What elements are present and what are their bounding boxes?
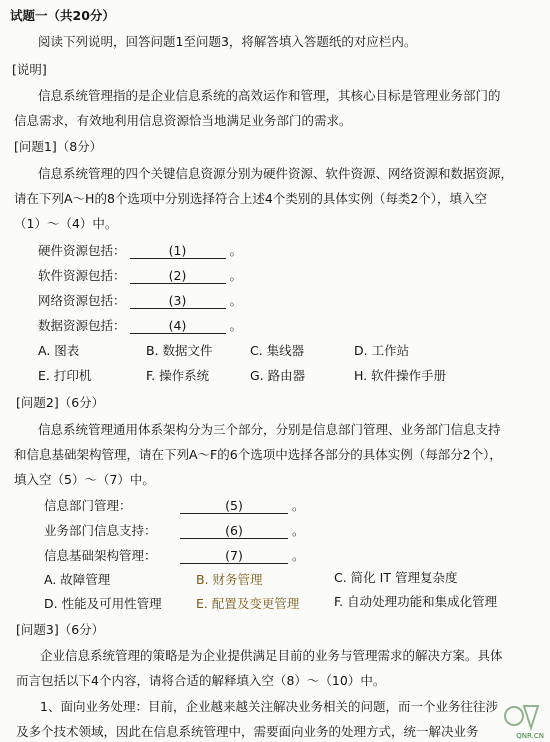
q2-line-3: 填入空（5）～（7）中。 bbox=[14, 472, 155, 487]
q2-option: F. 自动处理功能和集成化管理 bbox=[334, 594, 498, 609]
question-title: 试题一（共20分） bbox=[10, 8, 115, 23]
q1-line-3: （1）～（4）中。 bbox=[14, 216, 118, 231]
q2-option: E. 配置及变更管理 bbox=[196, 596, 300, 611]
q1-line-1: 信息系统管理的四个关键信息资源分别为硬件资源、软件资源、网络资源和数据资源， bbox=[38, 166, 514, 181]
fill-label: 信息部门管理： bbox=[44, 498, 132, 513]
q1-option: F. 操作系统 bbox=[146, 368, 210, 383]
fill-end: 。 bbox=[291, 498, 305, 513]
fill-label: 网络资源包括： bbox=[38, 293, 126, 308]
intro-text: 阅读下列说明，回答问题1至问题3，将解答填入答题纸的对应栏内。 bbox=[38, 34, 417, 49]
answer-blank-1[interactable]: (1) bbox=[130, 244, 226, 259]
fill-end: 。 bbox=[291, 548, 305, 563]
answer-blank-6[interactable]: (6) bbox=[180, 524, 288, 539]
answer-blank-3[interactable]: (3) bbox=[130, 294, 226, 309]
fill-end: 。 bbox=[229, 243, 242, 258]
q1-fill-row bbox=[38, 291, 242, 309]
q2-fill-row bbox=[44, 496, 304, 514]
q1-option: G. 路由器 bbox=[250, 368, 306, 383]
q2-line-2: 和信息基础架构管理，请在下列A～F的6个选项中选择各部分的具体实例（每部分2个）， bbox=[14, 447, 502, 462]
q3-line-1: 企业信息系统管理的策略是为企业提供满足目前的业务与管理需求的解决方案。具体 bbox=[40, 648, 503, 663]
q2-option: B. 财务管理 bbox=[196, 572, 263, 587]
answer-blank-4[interactable]: (4) bbox=[130, 319, 226, 334]
q1-line-2: 请在下列A～H的8个选项中分别选择符合上述4个类别的具体实例（每类2个），填入空 bbox=[14, 191, 488, 206]
q2-fill-row bbox=[44, 546, 304, 564]
fill-label: 硬件资源包括： bbox=[38, 243, 126, 258]
fill-label: 软件资源包括： bbox=[38, 268, 126, 283]
q1-option: H. 软件操作手册 bbox=[354, 368, 447, 383]
q2-heading: [问题2]（6分） bbox=[16, 395, 105, 410]
q2-option: C. 简化 IT 管理复杂度 bbox=[334, 570, 458, 585]
fill-label: 数据资源包括： bbox=[38, 318, 126, 333]
desc-heading: [说明] bbox=[12, 62, 47, 77]
fill-label: 业务部门信息支持： bbox=[44, 523, 157, 538]
q1-option: D. 工作站 bbox=[354, 343, 410, 358]
q3-line-3: 1、面向业务处理：目前，企业越来越关注解决业务相关的问题，而一个业务往往涉 bbox=[40, 699, 498, 714]
answer-blank-2[interactable]: (2) bbox=[130, 269, 226, 284]
desc-line-1: 信息系统管理指的是企业信息系统的高效运作和管理，其核心目标是管理业务部门的 bbox=[38, 88, 501, 103]
q1-option: B. 数据文件 bbox=[146, 343, 213, 358]
q2-line-1: 信息系统管理通用体系架构分为三个部分，分别是信息部门管理、业务部门信息支持 bbox=[38, 422, 501, 437]
q2-option: A. 故障管理 bbox=[44, 572, 111, 587]
q1-option: C. 集线器 bbox=[250, 343, 305, 358]
fill-label: 信息基础架构管理： bbox=[44, 548, 157, 563]
q1-fill-row bbox=[38, 316, 242, 334]
q1-fill-row bbox=[38, 241, 242, 259]
answer-blank-7[interactable]: (7) bbox=[180, 549, 288, 564]
watermark-text: QNR.CN bbox=[516, 732, 544, 740]
q1-fill-row bbox=[38, 266, 242, 284]
q3-line-2: 而言包括以下4个内容，请将合适的解释填入空（8）～（10）中。 bbox=[16, 673, 386, 688]
q3-heading: [问题3]（6分） bbox=[16, 622, 105, 637]
fill-end: 。 bbox=[291, 523, 305, 538]
desc-line-2: 信息需求，有效地利用信息资源恰当地满足业务部门的需求。 bbox=[14, 113, 352, 128]
answer-blank-5[interactable]: (5) bbox=[180, 499, 288, 514]
fill-end: 。 bbox=[229, 318, 242, 333]
q3-line-4: 及多个技术领域，因此在信息系统管理中，需要面向业务的处理方式，统一解决业务 bbox=[16, 724, 479, 739]
fill-end: 。 bbox=[229, 268, 242, 283]
q1-option: E. 打印机 bbox=[38, 368, 92, 383]
q2-option: D. 性能及可用性管理 bbox=[44, 596, 162, 611]
q1-heading: [问题1]（8分） bbox=[14, 139, 103, 154]
fill-end: 。 bbox=[229, 293, 242, 308]
q2-fill-row bbox=[44, 521, 304, 539]
q1-option: A. 图表 bbox=[38, 343, 80, 358]
